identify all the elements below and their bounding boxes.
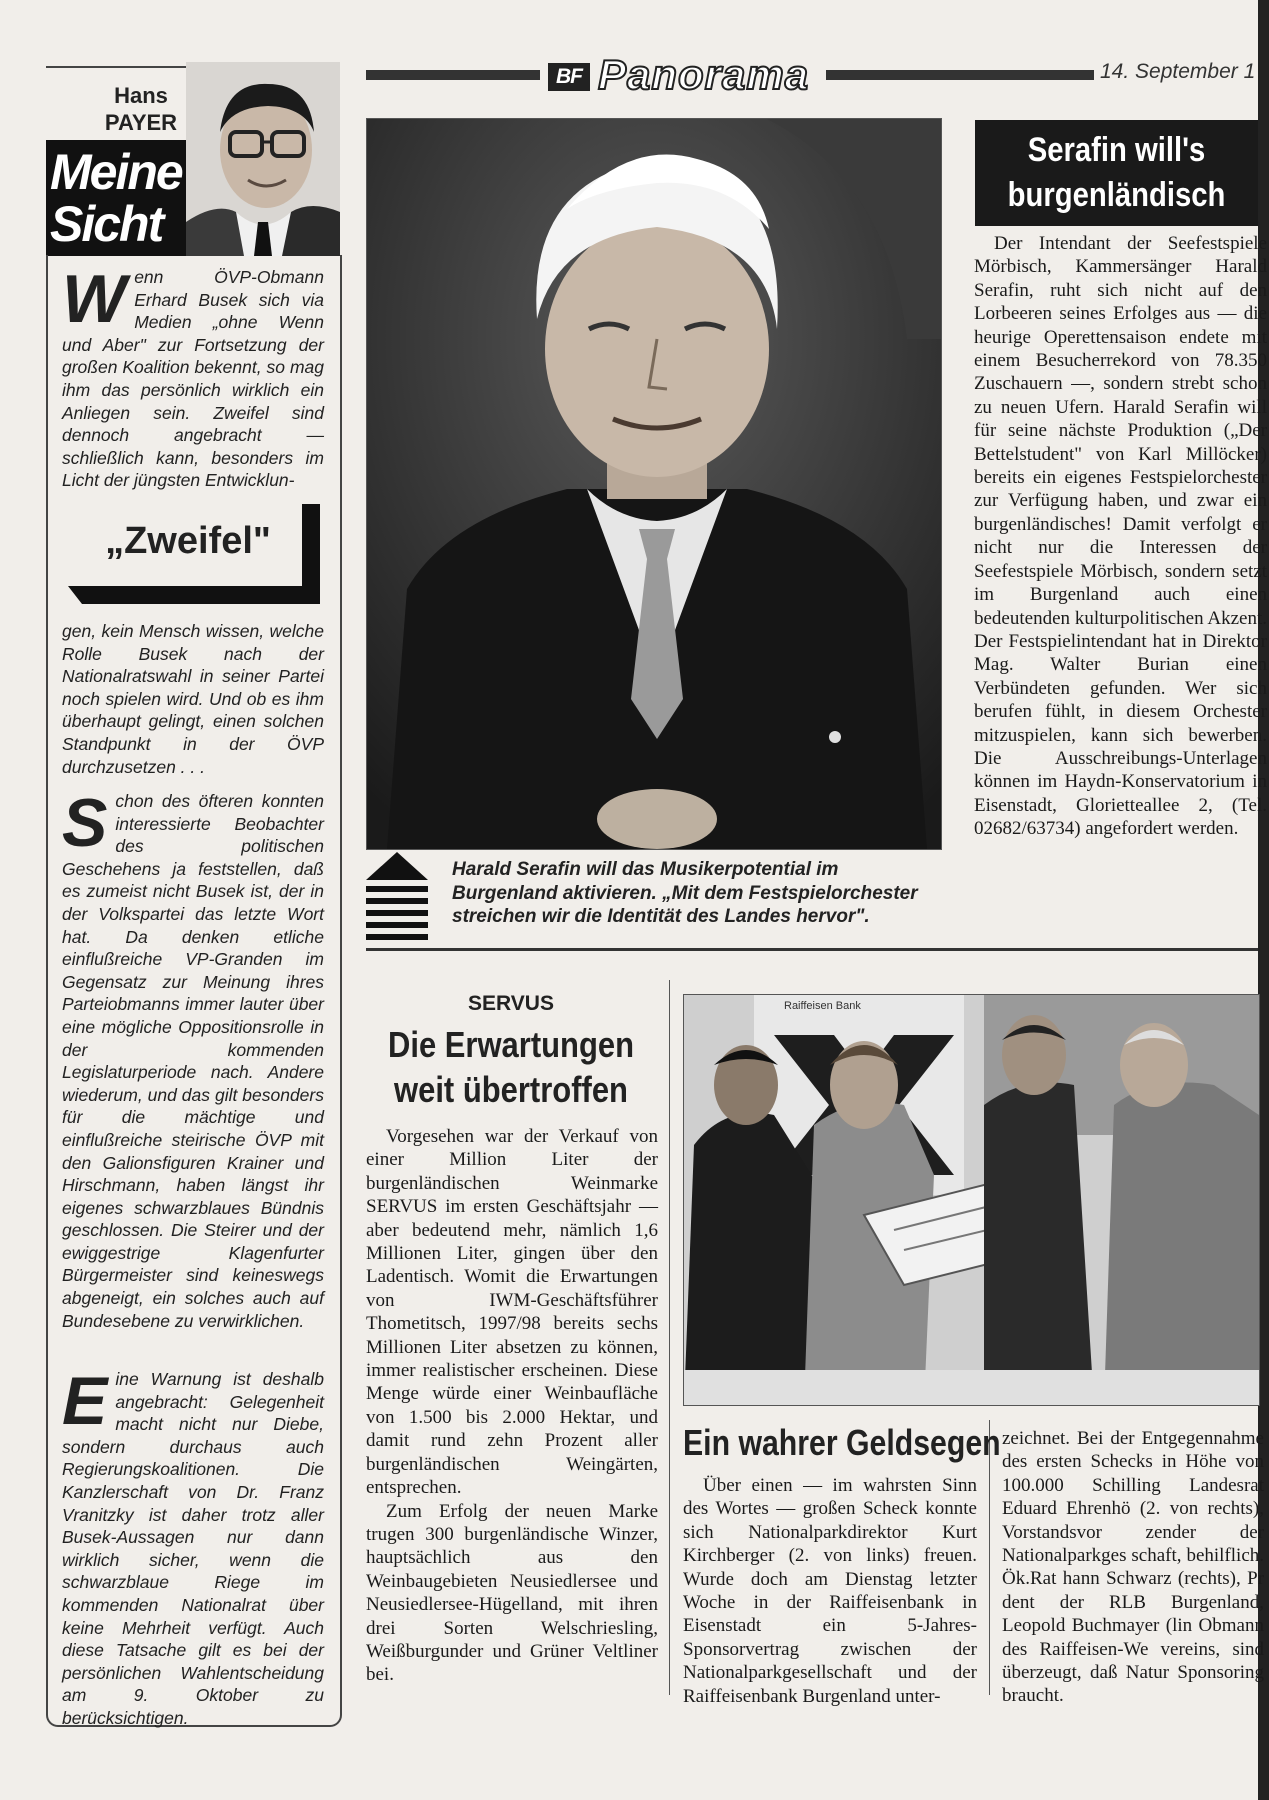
serafin-headline-line2: burgenländisch: [1007, 176, 1226, 214]
check-handover-photo: [683, 994, 1260, 1406]
author-last-name: PAYER: [104, 110, 178, 135]
column-text: chon des öfteren konnten interessierte Beobachter des politischen Geschehens ja feststellen, daß es zumeist nicht Busek ist, der in der Volkspartei das letzte Wort hat. Da denken etliche einflußreiche VP-Granden im Gegensatz zur Meinung ihres Parteiobmanns immer lauter über eine mögliche Oppositionsrolle in der kommenden Legislaturperiode nach. Andere wiederum, und das gilt besonders für die mächtige und einflußreiche steirische ÖVP mit den Galionsfiguren Krainer und Hirschmann, haben längst ihr eigenes schwarzblaues Bündnis geschlossen. Die Steirer und der ewiggestrige Klagenfurter Bürgermeister sind keineswegs abgeneigt, ein solches auch auf Bundesebene zu verwirklichen.: [62, 791, 324, 1331]
column-paragraph-3: [62, 1363, 324, 1730]
servus-headline-line1: Die Erwartungen: [387, 1024, 635, 1065]
serafin-headline-line1: Serafin will's: [1027, 131, 1206, 169]
author-byline: [86, 82, 196, 136]
column-paragraph-1: [62, 261, 324, 492]
header-rule-left: [366, 70, 540, 80]
publication-logo: BF: [548, 63, 590, 91]
serafin-text: Der Intendant der Seefestspiele Mörbisch, Kammersänger Harald Serafin, ruht sich nicht auf den Lorbeeren seines Erfolges aus — die heurige Operettensaison endete mit einem Besucherrekord von 78.350 Zuschauern —, sondern strebt schon zu neuen Ufern. Harald Serafin will für seine nächste Produktion („Der Bettelstudent" von Karl Millöcker) bereits ein eigenes Festspielorchester zur Verfügung haben, und zwar ein burgenländisches! Damit verfolgt er nicht nur die Interessen der Seefestspiele Mörbisch, sondern setzt im Burgenland auch einen bedeutenden kulturpolitischen Akzent. Der Festspielintendant hat in Direktor Mag. Walter Burian einen Verbündeten gefunden. Wer sich berufen fühlt, in diesem Orchester mitzuspielen, kann sich bewerben. Die Ausschreibungs-Unterlagen können im Haydn-Konservatorium in Eisenstadt, Gloriettealleе 2, (Tel. 02682/63734) angefordert werden.: [974, 233, 1267, 840]
column-divider: [669, 980, 670, 1695]
column-paragraph-2: [62, 785, 324, 1332]
geldsegen-body-col1: [683, 1474, 977, 1708]
pull-quote-text: „Zweifel": [105, 520, 271, 562]
servus-headline: [386, 1022, 635, 1112]
issue-date: 14. September 1: [1100, 60, 1256, 83]
servus-kicker: SERVUS: [468, 992, 554, 1015]
column-paragraph-1-cont: [62, 620, 324, 778]
geldsegen-headline: Ein wahrer Geldsegen: [683, 1422, 1001, 1463]
geldsegen-body-col2: [1002, 1427, 1264, 1708]
column-title: [50, 146, 180, 250]
drop-cap: S: [62, 785, 108, 861]
serafin-article-body: [974, 232, 1267, 841]
header-rule-right: [826, 70, 1094, 80]
geldsegen-text: Über einen — im wahrsten Sinn des Wortes — großen Scheck konnte sich Nationalparkdirektor Kurt Kirchberger (2. von links) freuen. Wurde doch am Dienstag letzter Woche in der Raiffeisenbank in Eisenstadt ein 5-Jahres-Sponsorvertrag zwischen der Nationalparkgesellschaft und der Raiffeisenbank Burgenland unter-: [683, 1475, 977, 1707]
author-portrait: [186, 62, 340, 256]
column-title-text: Meine Sicht: [50, 144, 182, 252]
bank-banner-text: Raiffeisen Bank: [784, 1000, 861, 1012]
servus-text: Vorgesehen war der Verkauf von einer Million Liter der burgenländischen Weinmarke SERVUS im ersten Geschäftsjahr — aber bedeutend mehr, nämlich 1,6 Millionen Liter, gingen über den Ladentisch. Womit die Erwartungen von IWM-Geschäftsführer Thometitsch, 1997/98 bereits sechs Millionen Liter absetzen zu können, immer realistischer erscheinen. Diese Menge würde einer Weinbaufläche von 1.500 bis 2.000 Hektar, und damit rund zehn Prozent aller burgenländischen Weingärten, entsprechen.: [366, 1126, 658, 1499]
servus-text: Zum Erfolg der neuen Marke trugen 300 burgenländische Winzer, hauptsächlich aus den Weinbaugebieten Neusiedlersee und Neusiedlersee-Hügelland, mit ihren drei Sorten Welschriesling, Weißburgunder und Grüner Veltliner bei.: [366, 1500, 658, 1686]
column-text: gen, kein Mensch wissen, welche Rolle Busek nach der Nationalratswahl in seiner Partei noch spielen wird. Und ob es ihm überhaupt gelingt, einen solchen Standpunkt in der ÖVP durchzusetzen . . .: [62, 621, 324, 777]
servus-article-body: [366, 1125, 658, 1687]
column-text: enn ÖVP-Obmann Erhard Busek sich via Medien „ohne Wenn und Aber" zur Fortsetzung der großen Koalition bekennt, so mag ihm das persönlich wirklich ein Anliegen sein. Zweifel sind dennoch angebracht — schließlich kann, besonders im Licht der jüngsten Entwicklun-: [62, 267, 324, 491]
geldsegen-text: zeichnet. Bei der Entgegennahme des ersten Schecks in Höhe von 100.000 Schilling Landesrat Eduard Ehrenhö (2. von rechts), Vorstandsvor zender der Nationalparkges schaft, behilflich. Ök.Rat hann Schwarz (rechts), Pr dent der RLB Burgenland, Leopold Buchmayer (lin Obmann des Raiffeisen-We vereins, sind überzeugt, daß Natur Sponsoring braucht.: [1002, 1428, 1264, 1707]
serafin-photo: [366, 118, 942, 850]
serafin-headline: [995, 128, 1238, 218]
serafin-photo-caption: Harald Serafin will das Musikerpotential im Burgenland aktivieren. „Mit dem Festspielorchester streichen wir die Identität des Landes hervor".: [452, 859, 918, 927]
pull-quote: [68, 500, 322, 604]
drop-cap: W: [62, 261, 127, 337]
column-text: ine Warnung ist deshalb angebracht: Gelegenheit macht nicht nur Diebe, sondern durchaus auch Regierungskoalitionen. Die Kanzlerschaft von Dr. Franz Vranitzky ist daher trotz aller Busek-Aussagen nur dann wirklich sicher, wenn die schwarzblaue Riege im kommenden Nationalrat über keine Mehrheit verfügt. Auch diese Tatsache gilt es bei der persönlichen Wahlentscheidung am 9. Oktober zu berücksichtigen.: [62, 1369, 324, 1728]
section-divider: [366, 948, 1258, 951]
drop-cap: E: [62, 1363, 108, 1439]
servus-headline-line2: weit übertroffen: [394, 1069, 628, 1110]
section-title: Panorama: [598, 51, 810, 98]
author-first-name: Hans: [114, 83, 168, 108]
caption-arrow-icon: [366, 852, 428, 940]
